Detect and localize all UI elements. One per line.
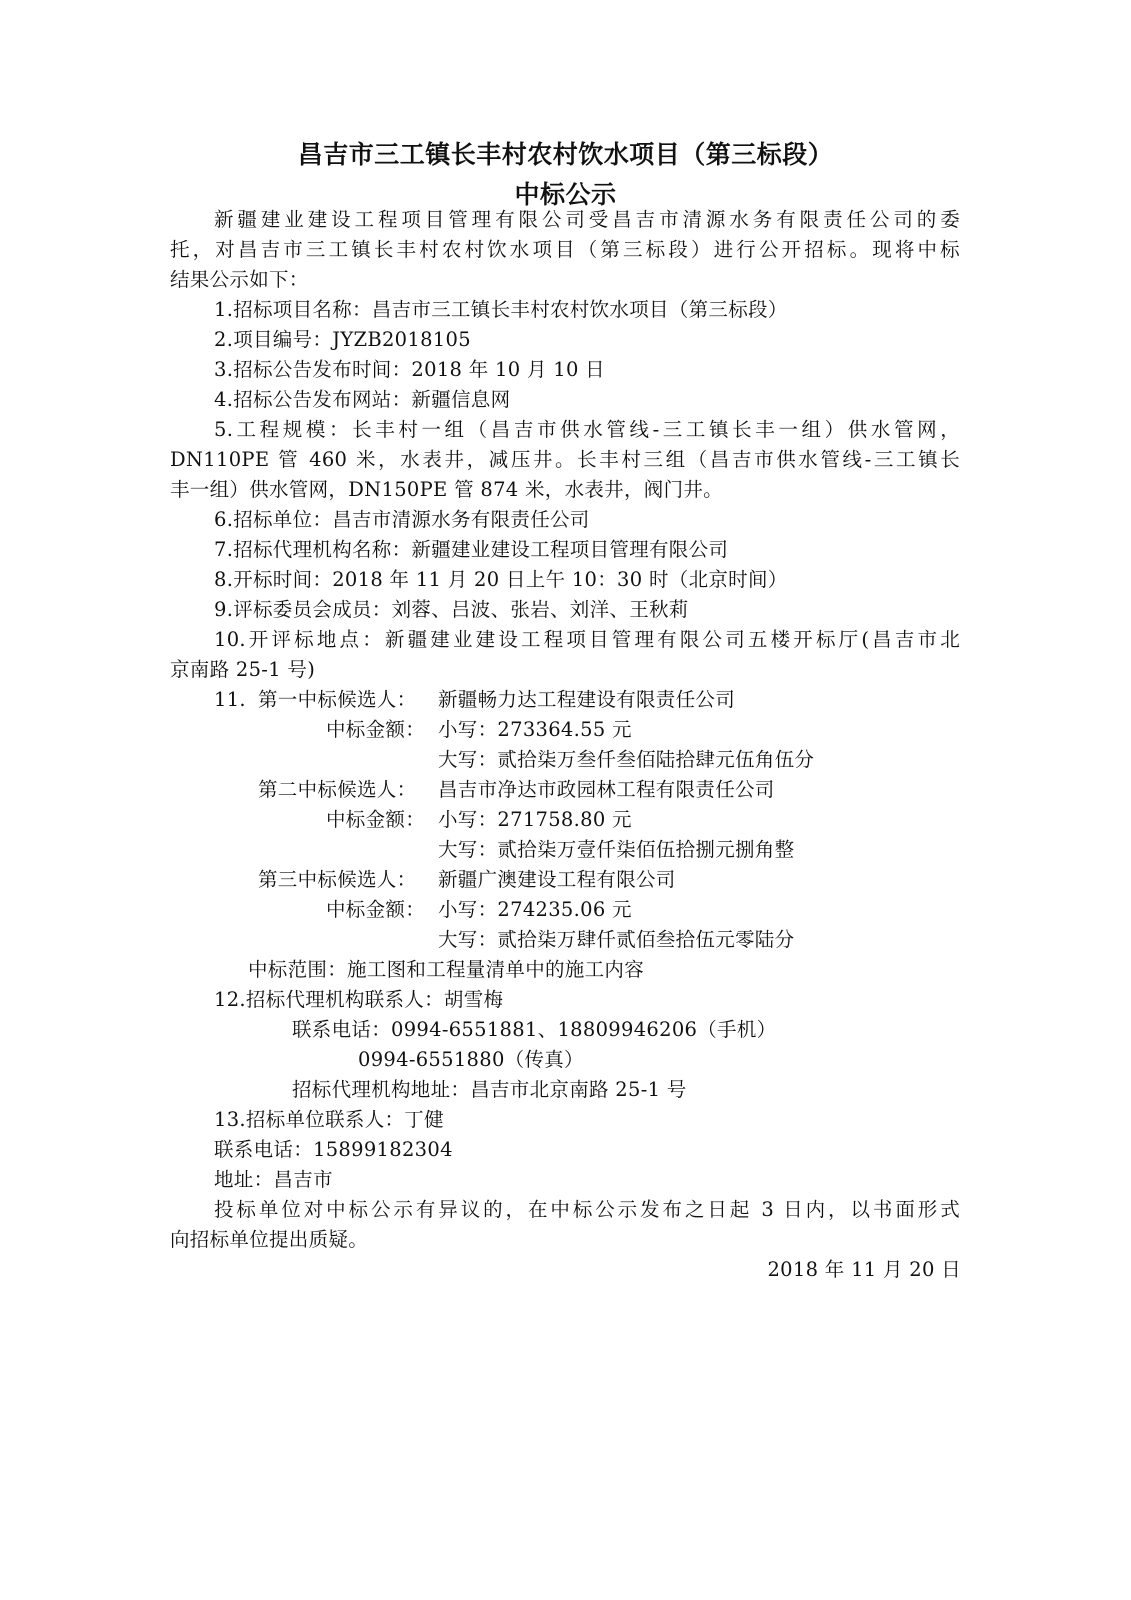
item-8: 8.开标时间：2018 年 11 月 20 日上午 10：30 时（北京时间）	[214, 568, 788, 591]
closing-line-2: 向招标单位提出质疑。	[170, 1228, 369, 1251]
item-10-line-2: 京南路 25-1 号)	[170, 658, 316, 681]
item-6: 6.招标单位：昌吉市清源水务有限责任公司	[214, 508, 590, 531]
candidate-1-name: 新疆畅力达工程建设有限责任公司	[438, 688, 736, 711]
agency-fax: 0994-6551880（传真）	[358, 1048, 584, 1071]
item-2: 2.项目编号：JYZB2018105	[214, 328, 471, 351]
intro-line-3: 结果公示如下：	[170, 268, 309, 291]
agency-address: 招标代理机构地址：昌吉市北京南路 25-1 号	[292, 1078, 687, 1101]
item-7: 7.招标代理机构名称：新疆建业建设工程项目管理有限公司	[214, 538, 729, 561]
candidate-2-label: 第二中标候选人：	[258, 778, 417, 801]
candidate-2-name: 昌吉市净达市政园林工程有限责任公司	[438, 778, 775, 801]
candidate-1-amount-big: 大写：贰拾柒万叁仟叁佰陆拾肆元伍角伍分	[438, 748, 815, 771]
candidate-3-name: 新疆广澳建设工程有限公司	[438, 868, 676, 891]
candidate-1-label: 第一中标候选人：	[258, 688, 417, 711]
item-5-line-3: 丰一组）供水管网，DN150PE 管 874 米，水表井，阀门井。	[170, 478, 723, 501]
title-line-1: 昌吉市三工镇长丰村农村饮水项目（第三标段）	[297, 140, 834, 169]
title-line-2: 中标公示	[514, 180, 617, 209]
tenderer-phone: 联系电话：15899182304	[214, 1138, 453, 1161]
item-9: 9.评标委员会成员：刘蓉、吕波、张岩、刘洋、王秋莉	[214, 598, 689, 621]
candidate-3-amount-small: 小写：274235.06 元	[438, 898, 632, 921]
item-10-line-1: 10.开评标地点：新疆建业建设工程项目管理有限公司五楼开标厅(昌吉市北	[214, 628, 960, 651]
item-3: 3.招标公告发布时间：2018 年 10 月 10 日	[214, 358, 605, 381]
item-4: 4.招标公告发布网站：新疆信息网	[214, 388, 511, 411]
candidate-2-amount-label: 中标金额：	[326, 808, 426, 831]
item-5-line-1: 5.工程规模：长丰村一组（昌吉市供水管线-三工镇长丰一组）供水管网，	[214, 418, 960, 441]
award-scope: 中标范围：施工图和工程量清单中的施工内容	[248, 958, 645, 981]
candidate-1-amount-label: 中标金额：	[326, 718, 426, 741]
agency-phone: 联系电话：0994-6551881、18809946206（手机）	[292, 1018, 777, 1041]
tenderer-address: 地址：昌吉市	[214, 1168, 333, 1191]
intro-line-1: 新疆建业建设工程项目管理有限公司受昌吉市清源水务有限责任公司的委	[214, 208, 960, 231]
item-1: 1.招标项目名称：昌吉市三工镇长丰村农村饮水项目（第三标段）	[214, 298, 788, 321]
item-11-number: 11.	[214, 688, 246, 711]
item-5-line-2: DN110PE 管 460 米，水表井，减压井。长丰村三组（昌吉市供水管线-三工镇长	[170, 448, 960, 471]
candidate-3-amount-label: 中标金额：	[326, 898, 426, 921]
agency-contact-head: 12.招标代理机构联系人：胡雪梅	[214, 988, 504, 1011]
notice-date: 2018 年 11 月 20 日	[767, 1258, 961, 1281]
candidate-1-amount-small: 小写：273364.55 元	[438, 718, 632, 741]
candidate-2-amount-big: 大写：贰拾柒万壹仟柒佰伍拾捌元捌角整	[438, 838, 795, 861]
candidate-3-amount-big: 大写：贰拾柒万肆仟贰佰叁拾伍元零陆分	[438, 928, 795, 951]
tenderer-contact-head: 13.招标单位联系人：丁健	[214, 1108, 444, 1131]
closing-line-1: 投标单位对中标公示有异议的，在中标公示发布之日起 3 日内，以书面形式	[214, 1198, 960, 1221]
intro-line-2: 托，对昌吉市三工镇长丰村农村饮水项目（第三标段）进行公开招标。现将中标	[170, 238, 960, 261]
candidate-3-label: 第三中标候选人：	[258, 868, 417, 891]
candidate-2-amount-small: 小写：271758.80 元	[438, 808, 632, 831]
